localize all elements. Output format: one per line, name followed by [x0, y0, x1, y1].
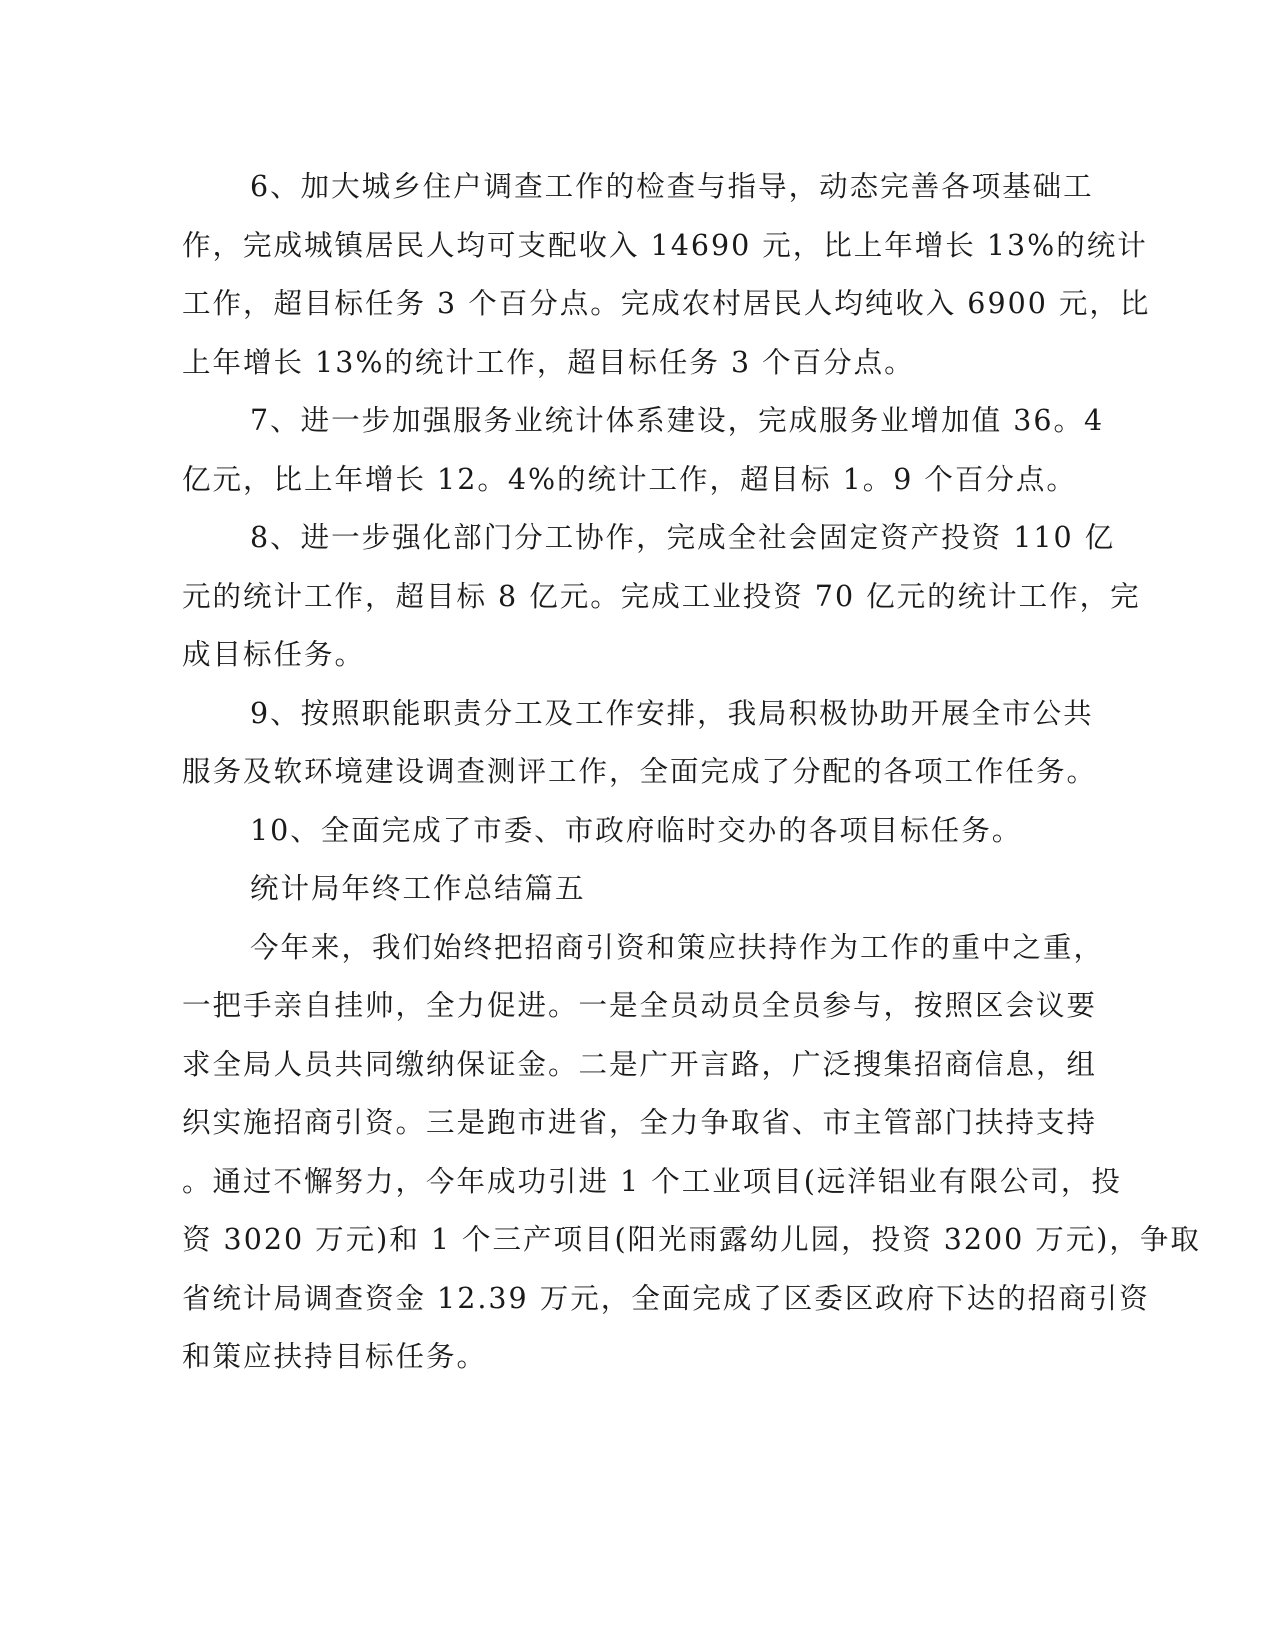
text-line: 8、进一步强化部门分工协作，完成全社会固定资产投资 110 亿	[250, 521, 1116, 554]
text-line: 一把手亲自挂帅，全力促进。一是全员动员全员参与，按照区会议要	[182, 989, 1098, 1022]
text-line: 亿元，比上年增长 12。4%的统计工作，超目标 1。9 个百分点。	[182, 462, 1077, 496]
text-line: 工作，超目标任务 3 个百分点。完成农村居民人均纯收入 6900 元，比	[182, 287, 1151, 320]
text-line: 元的统计工作，超目标 8 亿元。完成工业投资 70 亿元的统计工作，完	[182, 579, 1141, 613]
text-line: 服务及软环境建设调查测评工作，全面完成了分配的各项工作任务。	[182, 755, 1098, 788]
text-line: 织实施招商引资。三是跑市进省，全力争取省、市主管部门扶持支持	[182, 1106, 1098, 1139]
text-line: 今年来，我们始终把招商引资和策应扶持作为工作的重中之重，	[250, 930, 1105, 964]
text-line: 9、按照职能职责分工及工作安排，我局积极协助开展全市公共	[250, 696, 1094, 730]
text-line: 作，完成城镇居民人均可支配收入 14690 元，比上年增长 13%的统计	[182, 228, 1148, 262]
text-line: 7、进一步加强服务业统计体系建设，完成服务业增加值 36。4	[250, 404, 1105, 437]
text-line: 。通过不懈努力，今年成功引进 1 个工业项目(远洋铝业有限公司，投	[182, 1164, 1122, 1198]
text-line: 省统计局调查资金 12.39 万元，全面完成了区委区政府下达的招商引资	[182, 1281, 1150, 1315]
text-line: 求全局人员共同缴纳保证金。二是广开言路，广泛搜集招商信息，组	[182, 1047, 1098, 1081]
text-line: 10、全面完成了市委、市政府临时交办的各项目标任务。	[250, 813, 1023, 847]
text-line: 6、加大城乡住户调查工作的检查与指导，动态完善各项基础工	[250, 170, 1094, 203]
text-line: 资 3020 万元)和 1 个三产项目(阳光雨露幼儿园，投资 3200 万元)，争取	[182, 1223, 1201, 1256]
text-line: 成目标任务。	[182, 638, 366, 671]
document-body	[182, 158, 1201, 1387]
section-heading: 统计局年终工作总结篇五	[250, 872, 586, 905]
text-line: 上年增长 13%的统计工作，超目标任务 3 个百分点。	[182, 345, 915, 379]
text-line: 和策应扶持目标任务。	[182, 1340, 488, 1373]
